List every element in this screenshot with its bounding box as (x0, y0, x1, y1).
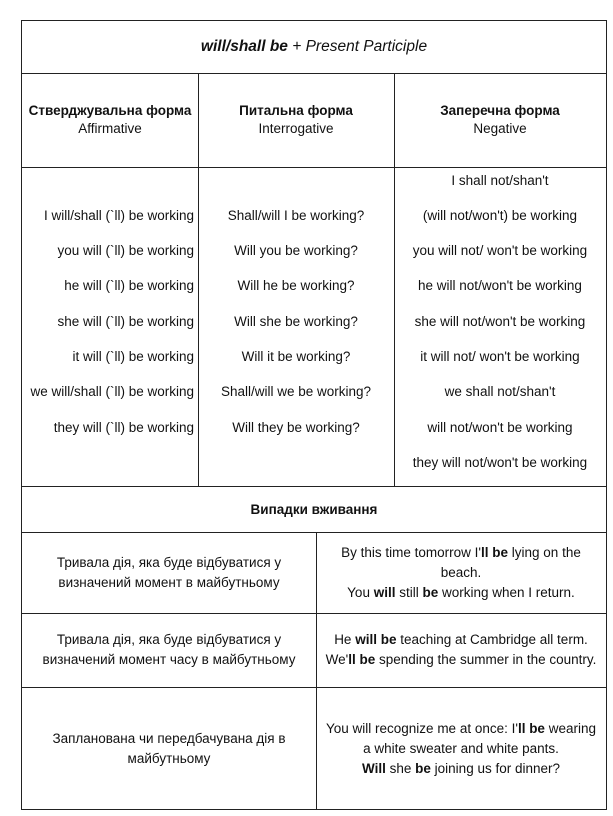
header-negative-uk: Заперечна форма (440, 103, 560, 118)
negative-line: he will not/won't be working (418, 278, 582, 293)
example-bold: Will (361, 760, 386, 776)
example-bold: ll be (517, 720, 545, 736)
affirmative-line: she will (`ll) be working (57, 314, 194, 329)
usage-case (22, 613, 316, 687)
title-rest: + Present Participle (287, 38, 428, 55)
header-affirmative (22, 73, 198, 167)
usage-case (22, 687, 316, 810)
affirmative-column (22, 168, 198, 486)
usage-example (316, 613, 606, 687)
negative-line: it will not/ won't be working (420, 349, 580, 364)
interrogative-line: Will it be working? (241, 349, 351, 364)
example-bold: ll be (481, 544, 509, 560)
affirmative-line: they will (`ll) be working (53, 420, 194, 435)
interrogative-line: Will they be working? (232, 420, 360, 435)
example-bold: ll be (348, 652, 376, 667)
usage-title: Випадки вживання (250, 502, 378, 517)
usage-example-line (347, 583, 575, 603)
example-text: still (395, 584, 423, 600)
affirmative-line: I will/shall (`ll) be working (43, 208, 194, 223)
example-text: We' (325, 652, 349, 667)
usage-case (22, 532, 316, 613)
negative-column (394, 168, 606, 486)
example-bold: be (415, 760, 431, 776)
header-interrogative-en: Interrogative (258, 121, 334, 136)
interrogative-line: Shall/will we be working? (220, 384, 372, 399)
usage-case-text: Тривала дія, яка буде відбуватися у визначений момент в майбутньому (56, 554, 282, 590)
example-text: You (347, 584, 374, 600)
usage-example-line (334, 630, 588, 650)
affirmative-line: we will/shall (`ll) be working (30, 384, 194, 399)
example-text: He (334, 632, 356, 647)
negative-line: (will not/won't) be working (422, 208, 578, 223)
affirmative-line: you will (`ll) be working (57, 243, 194, 258)
example-text: joining us for dinner? (430, 760, 561, 776)
interrogative-line: Will she be working? (234, 314, 358, 329)
grammar-table (21, 20, 607, 810)
usage-example (316, 532, 606, 613)
header-affirmative-uk: Стверджувальна форма (28, 103, 192, 118)
affirmative-line: he will (`ll) be working (64, 278, 194, 293)
affirmative-line: it will (`ll) be working (72, 349, 194, 364)
negative-line: they will not/won't be working (412, 455, 588, 470)
interrogative-line: Will he be working? (237, 278, 355, 293)
header-interrogative (198, 73, 394, 167)
negative-line: we shall not/shan't (444, 384, 556, 399)
negative-line: she will not/won't be working (414, 314, 586, 329)
example-text: By this time tomorrow I' (341, 544, 482, 560)
header-interrogative-uk: Питальна форма (239, 103, 353, 118)
example-text: You will recognize me at once: I' (326, 720, 518, 736)
example-text: lying on the beach. (440, 544, 581, 580)
usage-case-text: Тривала дія, яка буде відбуватися у визначений момент часу в майбутньому (42, 632, 296, 667)
usage-example-line (322, 543, 600, 583)
usage-example-line (322, 719, 600, 759)
negative-line: will not/won't be working (427, 420, 573, 435)
usage-case-text: Запланована чи передбачувана дія в майбутньому (52, 730, 286, 766)
example-bold: be (422, 584, 439, 600)
title-bold: will/shall be (200, 38, 288, 55)
header-negative (394, 73, 606, 167)
example-text: working when I return. (438, 584, 575, 600)
interrogative-column (198, 168, 394, 486)
example-text: she (385, 760, 416, 776)
example-text: teaching at Cambridge all term. (396, 632, 588, 647)
table-title (22, 21, 606, 73)
negative-line: I shall not/shan't (451, 173, 549, 188)
example-bold: will be (355, 632, 397, 647)
example-text: wearing a white sweater and white pants. (363, 720, 596, 756)
interrogative-line: Will you be working? (234, 243, 358, 258)
usage-example-line (362, 759, 560, 779)
example-bold: will (373, 584, 396, 600)
negative-line: you will not/ won't be working (412, 243, 588, 258)
usage-example (316, 687, 606, 810)
usage-example-line (326, 650, 597, 670)
header-affirmative-en: Affirmative (78, 121, 142, 136)
header-negative-en: Negative (473, 121, 527, 136)
example-text: spending the summer in the country. (375, 652, 597, 667)
interrogative-line: Shall/will I be working? (227, 208, 365, 223)
